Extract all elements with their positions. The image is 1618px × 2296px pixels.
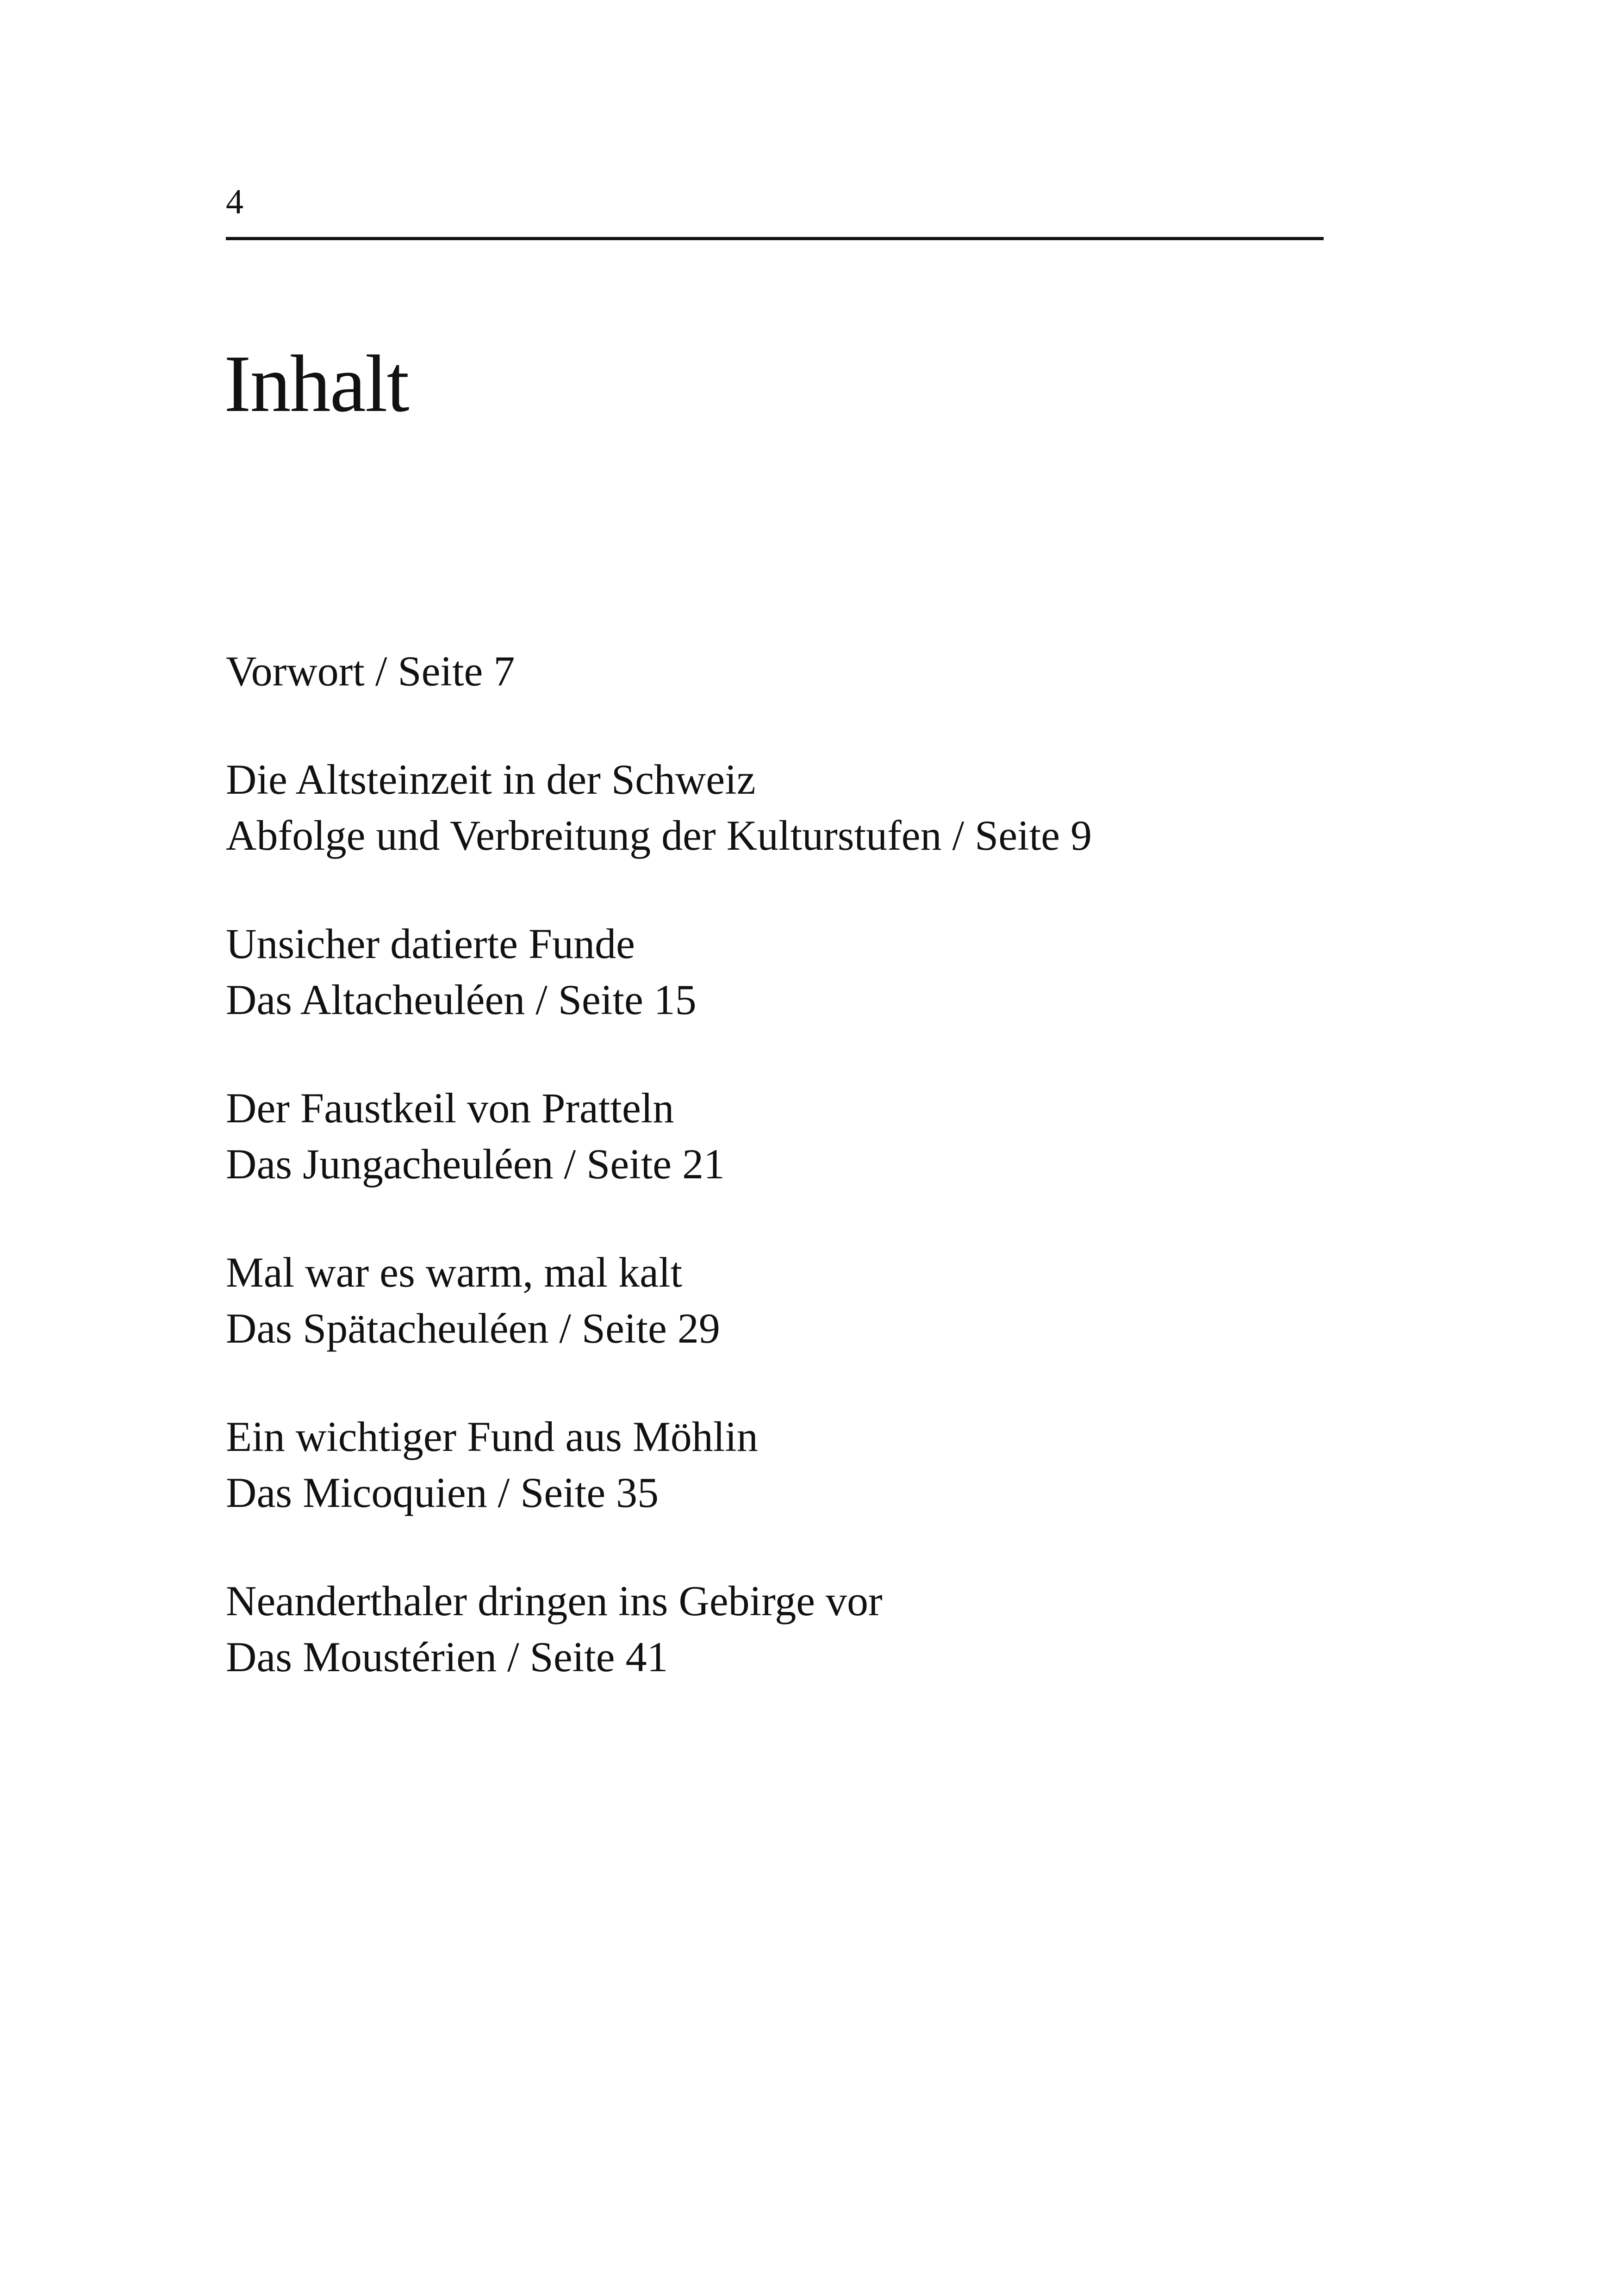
toc-entry-heading: Neanderthaler dringen ins Gebirge vor [226,1577,883,1624]
toc-entry-mousterien [226,1573,1337,1685]
toc-entry-vorwort [226,643,1337,699]
page-number: 4 [226,182,243,221]
header-rule [226,237,1324,240]
toc-entry-altacheuleen [226,916,1337,1028]
toc-entry-micoquien [226,1409,1337,1521]
toc-entry-subtitle: Abfolge und Verbreitung der Kulturstufen / Seite 9 [226,812,1092,859]
toc-entry-subtitle: Das Altacheuléen / Seite 15 [226,976,697,1023]
toc-entry-subtitle: Das Moustérien / Seite 41 [226,1633,668,1680]
toc-entry-subtitle: Das Jungacheuléen / Seite 21 [226,1140,725,1188]
toc-entry-heading: Mal war es warm, mal kalt [226,1249,683,1296]
toc-entry-jungacheuleen [226,1080,1337,1192]
toc-entry-line: Vorwort / Seite 7 [226,647,515,695]
page-title: Inhalt [224,339,409,429]
table-of-contents [226,643,1337,1737]
toc-entry-heading: Ein wichtiger Fund aus Möhlin [226,1413,758,1460]
toc-entry-subtitle: Das Spätacheuléen / Seite 29 [226,1305,720,1352]
toc-entry-heading: Unsicher datierte Funde [226,920,635,967]
toc-entry-heading: Die Altsteinzeit in der Schweiz [226,756,756,803]
toc-entry-altsteinzeit [226,752,1337,864]
toc-entry-heading: Der Faustkeil von Pratteln [226,1084,674,1132]
toc-entry-spaetacheuleen [226,1244,1337,1356]
toc-entry-subtitle: Das Micoquien / Seite 35 [226,1469,659,1516]
